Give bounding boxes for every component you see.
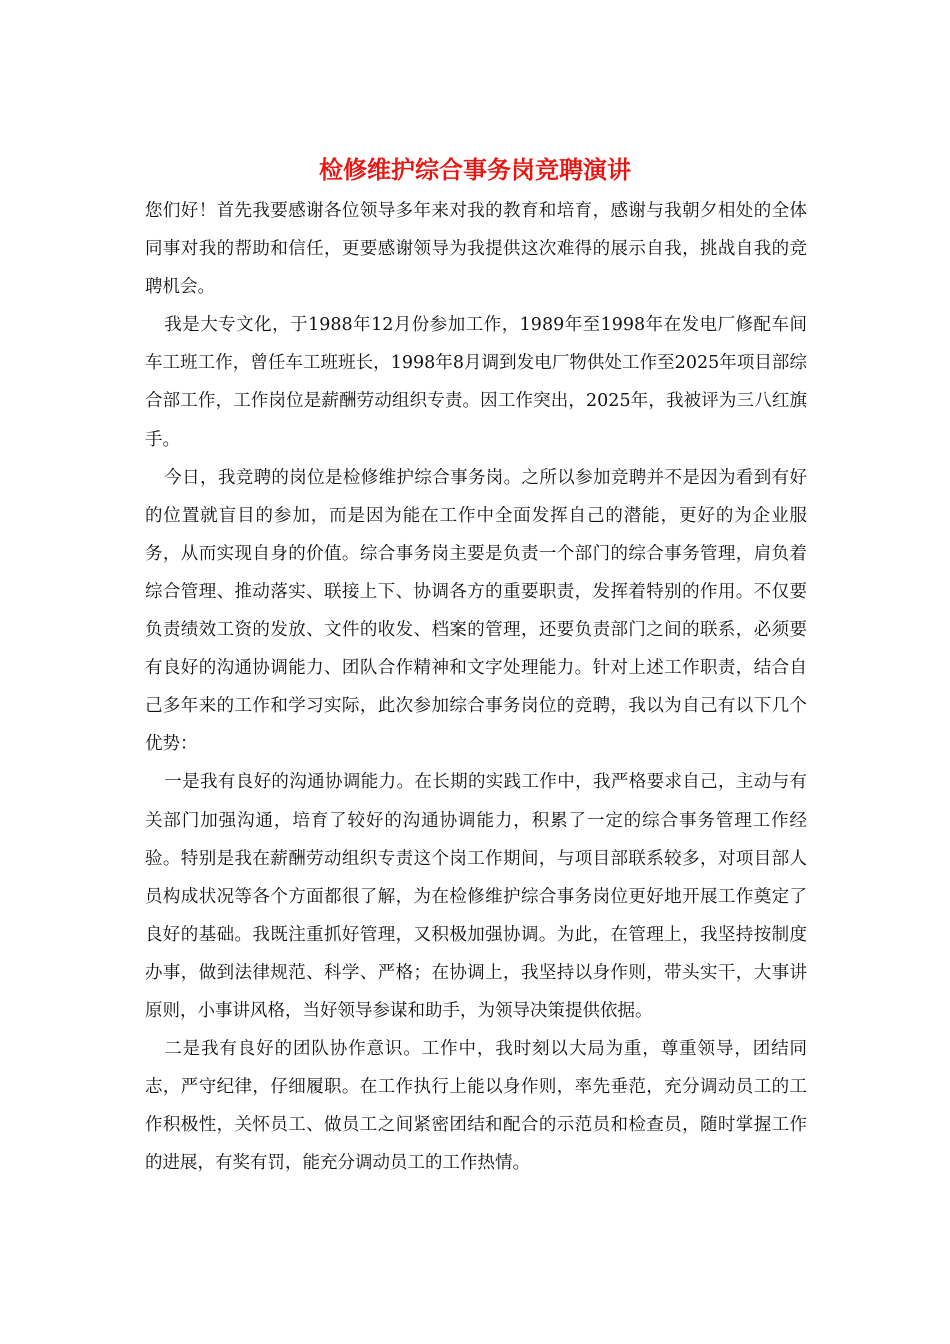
paragraph-advantage-two: 二是我有良好的团队协作意识。工作中，我时刻以大局为重，尊重领导，团结同志，严守纪律，仔细履职。在工作执行上能以身作则，率先垂范，充分调动员工的工作积极性，关怀员工、做员工之间紧密团结和配合的示范员和检查员，随时掌握工作的进展，有奖有罚，能充分调动员工的工作热情。 (145, 1039, 807, 1174)
paragraph-advantage-one: 一是我有良好的沟通协调能力。在长期的实践工作中，我严格要求自己，主动与有关部门加强沟通，培育了较好的沟通协调能力，积累了一定的综合事务管理工作经验。特别是我在薪酬劳动组织专责这个岗工作期间，与项目部联系较多，对项目部人员构成状况等各个方面都很了解，为在检修维护综合事务岗位更好地开展工作奠定了良好的基础。我既注重抓好管理，又积极加强协调。为此，在管理上，我坚持按制度办事，做到法律规范、科学、严格；在协调上，我坚持以身作则，带头实干，大事讲原则，小事讲风格，当好领导参谋和助手，为领导决策提供依据。 (145, 772, 807, 1021)
document-body (145, 192, 807, 1182)
paragraph-greeting: 您们好！首先我要感谢各位领导多年来对我的教育和培育，感谢与我朝夕相处的全体同事对我的帮助和信任，更要感谢领导为我提供这次难得的展示自我，挑战自我的竞聘机会。 (145, 201, 807, 298)
paragraph-position: 今日，我竞聘的岗位是检修维护综合事务岗。之所以参加竞聘并不是因为看到有好的位置就盲目的参加，而是因为能在工作中全面发挥自己的潜能，更好的为企业服务，从而实现自身的价值。综合事务岗主要是负责一个部门的综合事务管理，肩负着综合管理、推动落实、联接上下、协调各方的重要职责，发挥着特别的作用。不仅要负责绩效工资的发放、文件的收发、档案的管理，还要负责部门之间的联系，必须要有良好的沟通协调能力、团队合作精神和文字处理能力。针对上述工作职责，结合自己多年来的工作和学习实际，此次参加综合事务岗位的竞聘，我以为自己有以下几个优势： (145, 467, 807, 755)
paragraph-background: 我是大专文化，于1988年12月份参加工作，1989年至1998年在发电厂修配车间车工班工作，曾任车工班班长，1998年8月调到发电厂物供处工作至2025年项目部综合部工作，工作岗位是薪酬劳动组织专责。因工作突出，2025年，我被评为三八红旗手。 (145, 315, 807, 450)
document-title: 检修维护综合事务岗竞聘演讲 (319, 155, 631, 184)
